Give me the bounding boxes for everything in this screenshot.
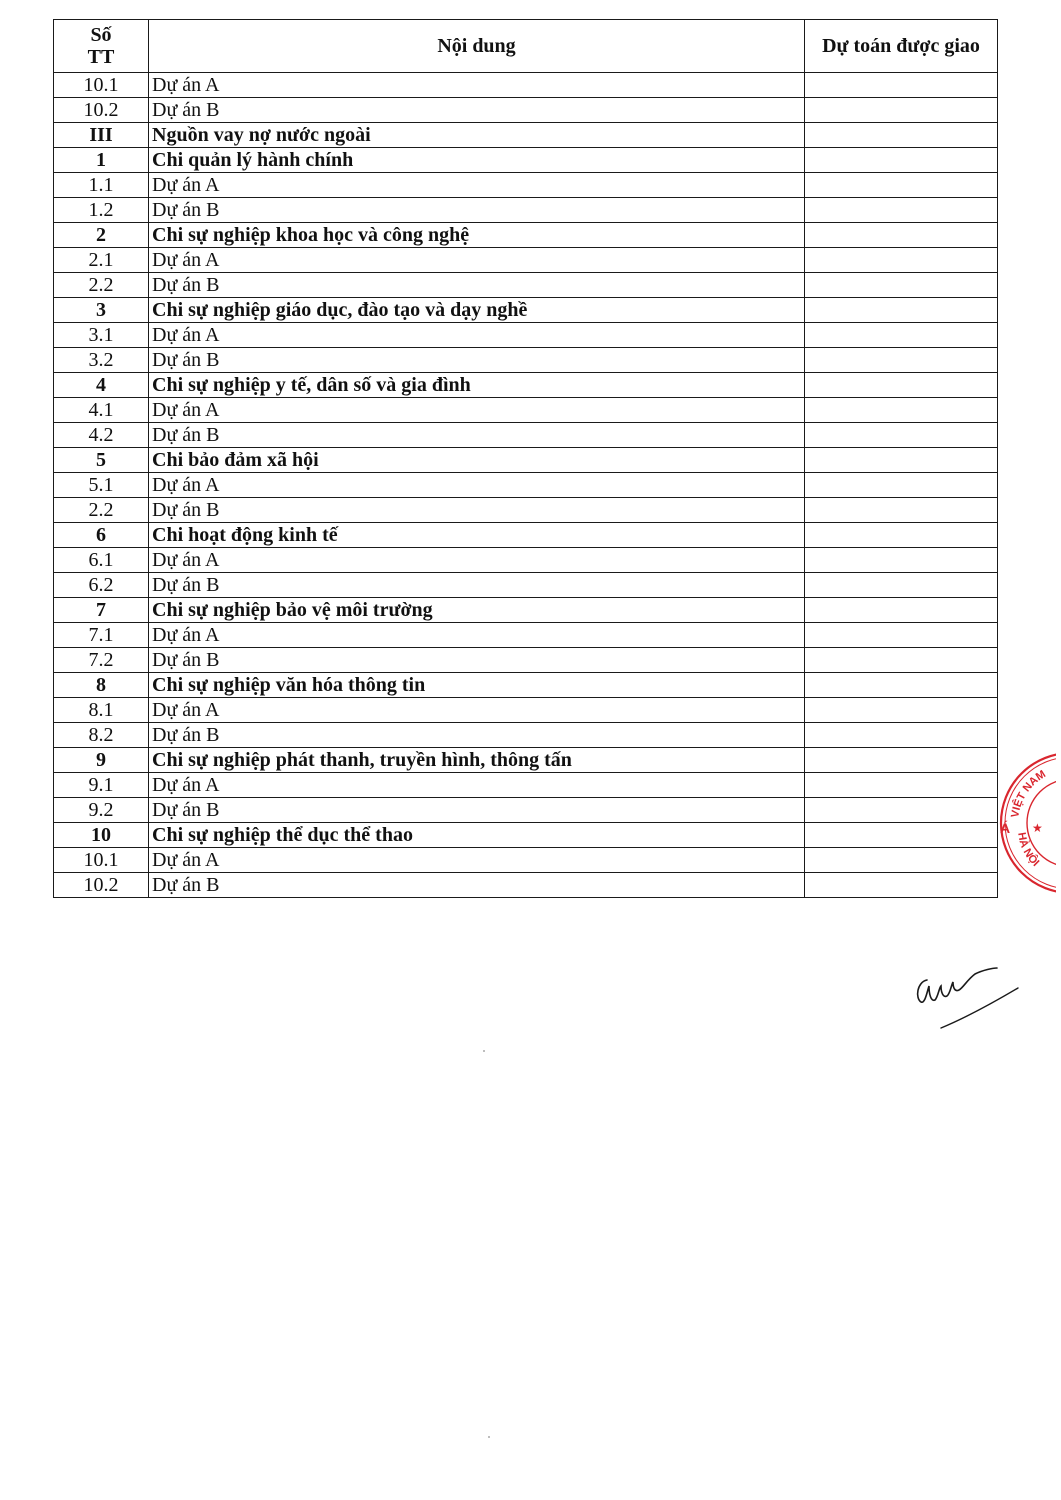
row-budget-cell — [805, 73, 998, 98]
row-number: 8.1 — [54, 698, 149, 723]
row-content: Dự án B — [149, 648, 805, 673]
row-content: Chi hoạt động kinh tế — [149, 523, 805, 548]
table-row — [54, 173, 998, 198]
row-budget-cell — [805, 348, 998, 373]
row-budget-cell — [805, 298, 998, 323]
row-budget-cell — [805, 173, 998, 198]
signature-icon — [905, 962, 1025, 1042]
row-content: Dự án B — [149, 573, 805, 598]
table-row — [54, 598, 998, 623]
header-serial-line2: TT — [87, 46, 115, 68]
signature — [905, 962, 1025, 1042]
row-number: 6.1 — [54, 548, 149, 573]
row-budget-cell — [805, 823, 998, 848]
row-number: 4.1 — [54, 398, 149, 423]
row-budget-cell — [805, 223, 998, 248]
row-number: 9.2 — [54, 798, 149, 823]
row-content: Dự án B — [149, 348, 805, 373]
row-number: 6 — [54, 523, 149, 548]
row-number: 2.2 — [54, 498, 149, 523]
row-number: 1.1 — [54, 173, 149, 198]
table-row — [54, 148, 998, 173]
row-number: 7 — [54, 598, 149, 623]
row-budget-cell — [805, 723, 998, 748]
row-budget-cell — [805, 148, 998, 173]
row-content: Dự án A — [149, 248, 805, 273]
table-row — [54, 323, 998, 348]
row-content: Dự án A — [149, 623, 805, 648]
row-content: Dự án B — [149, 423, 805, 448]
table-row — [54, 448, 998, 473]
table-row — [54, 423, 998, 448]
row-number: 2 — [54, 223, 149, 248]
row-content: Dự án A — [149, 473, 805, 498]
row-content: Dự án B — [149, 798, 805, 823]
row-budget-cell — [805, 423, 998, 448]
row-number: 4.2 — [54, 423, 149, 448]
seal-text-bottom: HÀ NỘI — [1015, 831, 1042, 870]
official-seal — [996, 748, 1056, 898]
row-number: 9 — [54, 748, 149, 773]
table-row — [54, 373, 998, 398]
row-number: III — [54, 123, 149, 148]
row-number: 10 — [54, 823, 149, 848]
row-content: Chi sự nghiệp giáo dục, đào tạo và dạy nghề — [149, 298, 805, 323]
budget-table — [53, 19, 998, 898]
row-budget-cell — [805, 698, 998, 723]
row-number: 3.1 — [54, 323, 149, 348]
table-row — [54, 223, 998, 248]
table-row — [54, 298, 998, 323]
row-budget-cell — [805, 873, 998, 898]
table-row — [54, 748, 998, 773]
table-row — [54, 248, 998, 273]
row-budget-cell — [805, 623, 998, 648]
row-number: 1.2 — [54, 198, 149, 223]
table-row — [54, 873, 998, 898]
row-number: 2.1 — [54, 248, 149, 273]
row-number: 1 — [54, 148, 149, 173]
table-header-row — [54, 20, 998, 73]
row-number: 8.2 — [54, 723, 149, 748]
table-row — [54, 723, 998, 748]
row-budget-cell — [805, 498, 998, 523]
row-content: Dự án B — [149, 273, 805, 298]
table-row — [54, 798, 998, 823]
table-row — [54, 673, 998, 698]
row-content: Chi sự nghiệp phát thanh, truyền hình, thông tấn — [149, 748, 805, 773]
row-content: Dự án A — [149, 698, 805, 723]
table-row — [54, 648, 998, 673]
header-budget: Dự toán được giao — [805, 20, 998, 73]
seal-text-mid: Á — [1000, 820, 1011, 836]
row-budget-cell — [805, 798, 998, 823]
row-budget-cell — [805, 548, 998, 573]
row-number: 3.2 — [54, 348, 149, 373]
row-number: 9.1 — [54, 773, 149, 798]
row-number: 6.2 — [54, 573, 149, 598]
row-content: Dự án A — [149, 398, 805, 423]
row-budget-cell — [805, 448, 998, 473]
seal-text-top: VIỆT NAM — [1009, 768, 1048, 819]
row-content: Chi quản lý hành chính — [149, 148, 805, 173]
row-content: Dự án B — [149, 198, 805, 223]
row-number: 3 — [54, 298, 149, 323]
row-content: Chi sự nghiệp thể dục thể thao — [149, 823, 805, 848]
row-content: Dự án A — [149, 773, 805, 798]
table-row — [54, 823, 998, 848]
header-serial-line1: Số — [90, 24, 112, 46]
row-budget-cell — [805, 748, 998, 773]
scan-speck — [488, 1436, 490, 1438]
table-row — [54, 623, 998, 648]
table-row — [54, 123, 998, 148]
scan-speck — [483, 1050, 485, 1052]
row-budget-cell — [805, 248, 998, 273]
row-content: Chi bảo đảm xã hội — [149, 448, 805, 473]
row-content: Chi sự nghiệp y tế, dân số và gia đình — [149, 373, 805, 398]
row-number: 10.1 — [54, 848, 149, 873]
table-row — [54, 348, 998, 373]
table-row — [54, 698, 998, 723]
row-budget-cell — [805, 473, 998, 498]
table-row — [54, 523, 998, 548]
row-budget-cell — [805, 573, 998, 598]
row-content: Dự án B — [149, 98, 805, 123]
row-number: 10.2 — [54, 98, 149, 123]
row-content: Nguồn vay nợ nước ngoài — [149, 123, 805, 148]
row-content: Chi sự nghiệp văn hóa thông tin — [149, 673, 805, 698]
table-body — [54, 73, 998, 898]
table-row — [54, 773, 998, 798]
row-budget-cell — [805, 373, 998, 398]
table-row — [54, 573, 998, 598]
row-content: Chi sự nghiệp khoa học và công nghệ — [149, 223, 805, 248]
table-row — [54, 548, 998, 573]
row-content: Dự án A — [149, 323, 805, 348]
row-number: 5.1 — [54, 473, 149, 498]
row-budget-cell — [805, 273, 998, 298]
header-serial-number — [54, 20, 149, 73]
row-budget-cell — [805, 848, 998, 873]
table-row — [54, 273, 998, 298]
row-budget-cell — [805, 98, 998, 123]
row-budget-cell — [805, 773, 998, 798]
table-row — [54, 473, 998, 498]
table-row — [54, 198, 998, 223]
row-budget-cell — [805, 323, 998, 348]
row-budget-cell — [805, 673, 998, 698]
row-number: 7.2 — [54, 648, 149, 673]
table-row — [54, 398, 998, 423]
row-content: Chi sự nghiệp bảo vệ môi trường — [149, 598, 805, 623]
row-budget-cell — [805, 198, 998, 223]
row-content: Dự án B — [149, 873, 805, 898]
row-number: 8 — [54, 673, 149, 698]
table-row — [54, 498, 998, 523]
row-number: 10.1 — [54, 73, 149, 98]
table-row — [54, 98, 998, 123]
row-content: Dự án B — [149, 498, 805, 523]
row-content: Dự án A — [149, 848, 805, 873]
row-budget-cell — [805, 523, 998, 548]
row-budget-cell — [805, 123, 998, 148]
row-budget-cell — [805, 648, 998, 673]
budget-table-container — [53, 19, 998, 898]
table-row — [54, 848, 998, 873]
header-content: Nội dung — [149, 20, 805, 73]
row-content: Dự án A — [149, 173, 805, 198]
seal-icon — [996, 748, 1056, 898]
row-budget-cell — [805, 598, 998, 623]
table-row — [54, 73, 998, 98]
row-number: 7.1 — [54, 623, 149, 648]
row-number: 5 — [54, 448, 149, 473]
seal-star-icon: ★ — [1032, 821, 1043, 835]
row-number: 10.2 — [54, 873, 149, 898]
row-content: Dự án B — [149, 723, 805, 748]
row-number: 4 — [54, 373, 149, 398]
row-budget-cell — [805, 398, 998, 423]
row-number: 2.2 — [54, 273, 149, 298]
row-content: Dự án A — [149, 73, 805, 98]
row-content: Dự án A — [149, 548, 805, 573]
